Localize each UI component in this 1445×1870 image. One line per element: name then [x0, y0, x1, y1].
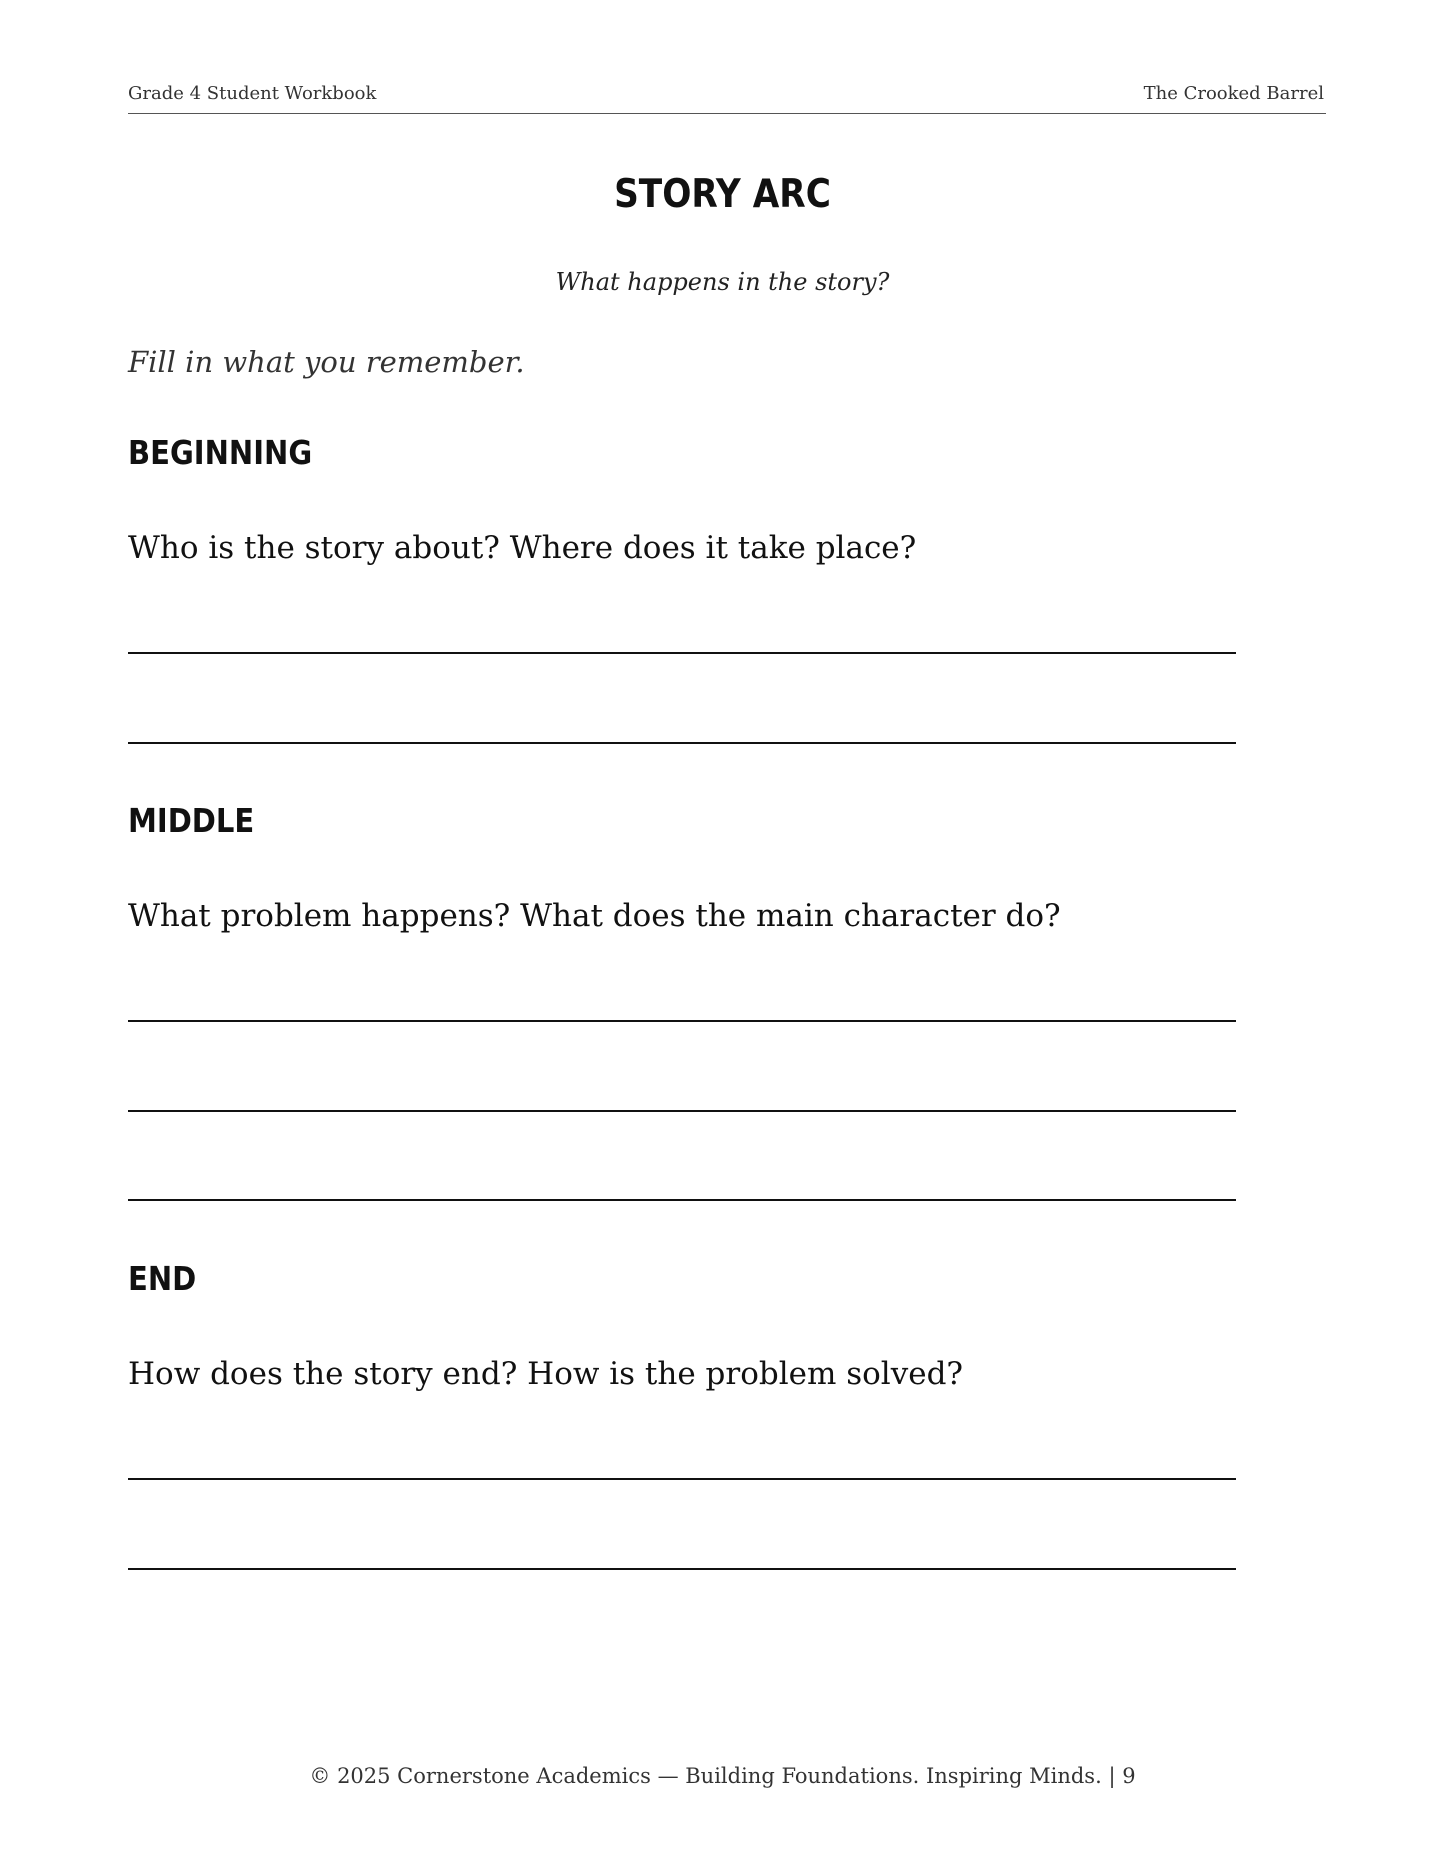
header-workbook-title: Grade 4 Student Workbook	[128, 83, 377, 104]
question-end: How does the story end? How is the problem solved?	[128, 1356, 964, 1392]
page-subtitle: What happens in the story?	[555, 268, 890, 296]
answer-line[interactable]	[128, 1478, 1236, 1480]
section-heading-beginning: BEGINNING	[128, 433, 313, 472]
answer-line[interactable]	[128, 742, 1236, 744]
page-footer	[0, 1764, 1445, 1788]
question-beginning: Who is the story about? Where does it take place?	[128, 530, 917, 566]
page-title: STORY ARC	[614, 172, 831, 217]
answer-line[interactable]	[128, 1020, 1236, 1022]
answer-line[interactable]	[128, 1110, 1236, 1112]
answer-line[interactable]	[128, 1568, 1236, 1570]
question-middle: What problem happens? What does the main character do?	[128, 898, 1061, 934]
footer-separator: |	[1108, 1764, 1116, 1788]
header-story-title: The Crooked Barrel	[1143, 83, 1324, 104]
answer-line[interactable]	[128, 1199, 1236, 1201]
page-number: 9	[1122, 1764, 1136, 1788]
instruction-text: Fill in what you remember.	[128, 345, 525, 379]
section-heading-middle: MIDDLE	[128, 801, 255, 840]
answer-line[interactable]	[128, 652, 1236, 654]
page-header	[128, 83, 1326, 114]
section-heading-end: END	[128, 1259, 197, 1298]
footer-copyright: © 2025 Cornerstone Academics — Building Foundations. Inspiring Minds.	[309, 1764, 1102, 1788]
